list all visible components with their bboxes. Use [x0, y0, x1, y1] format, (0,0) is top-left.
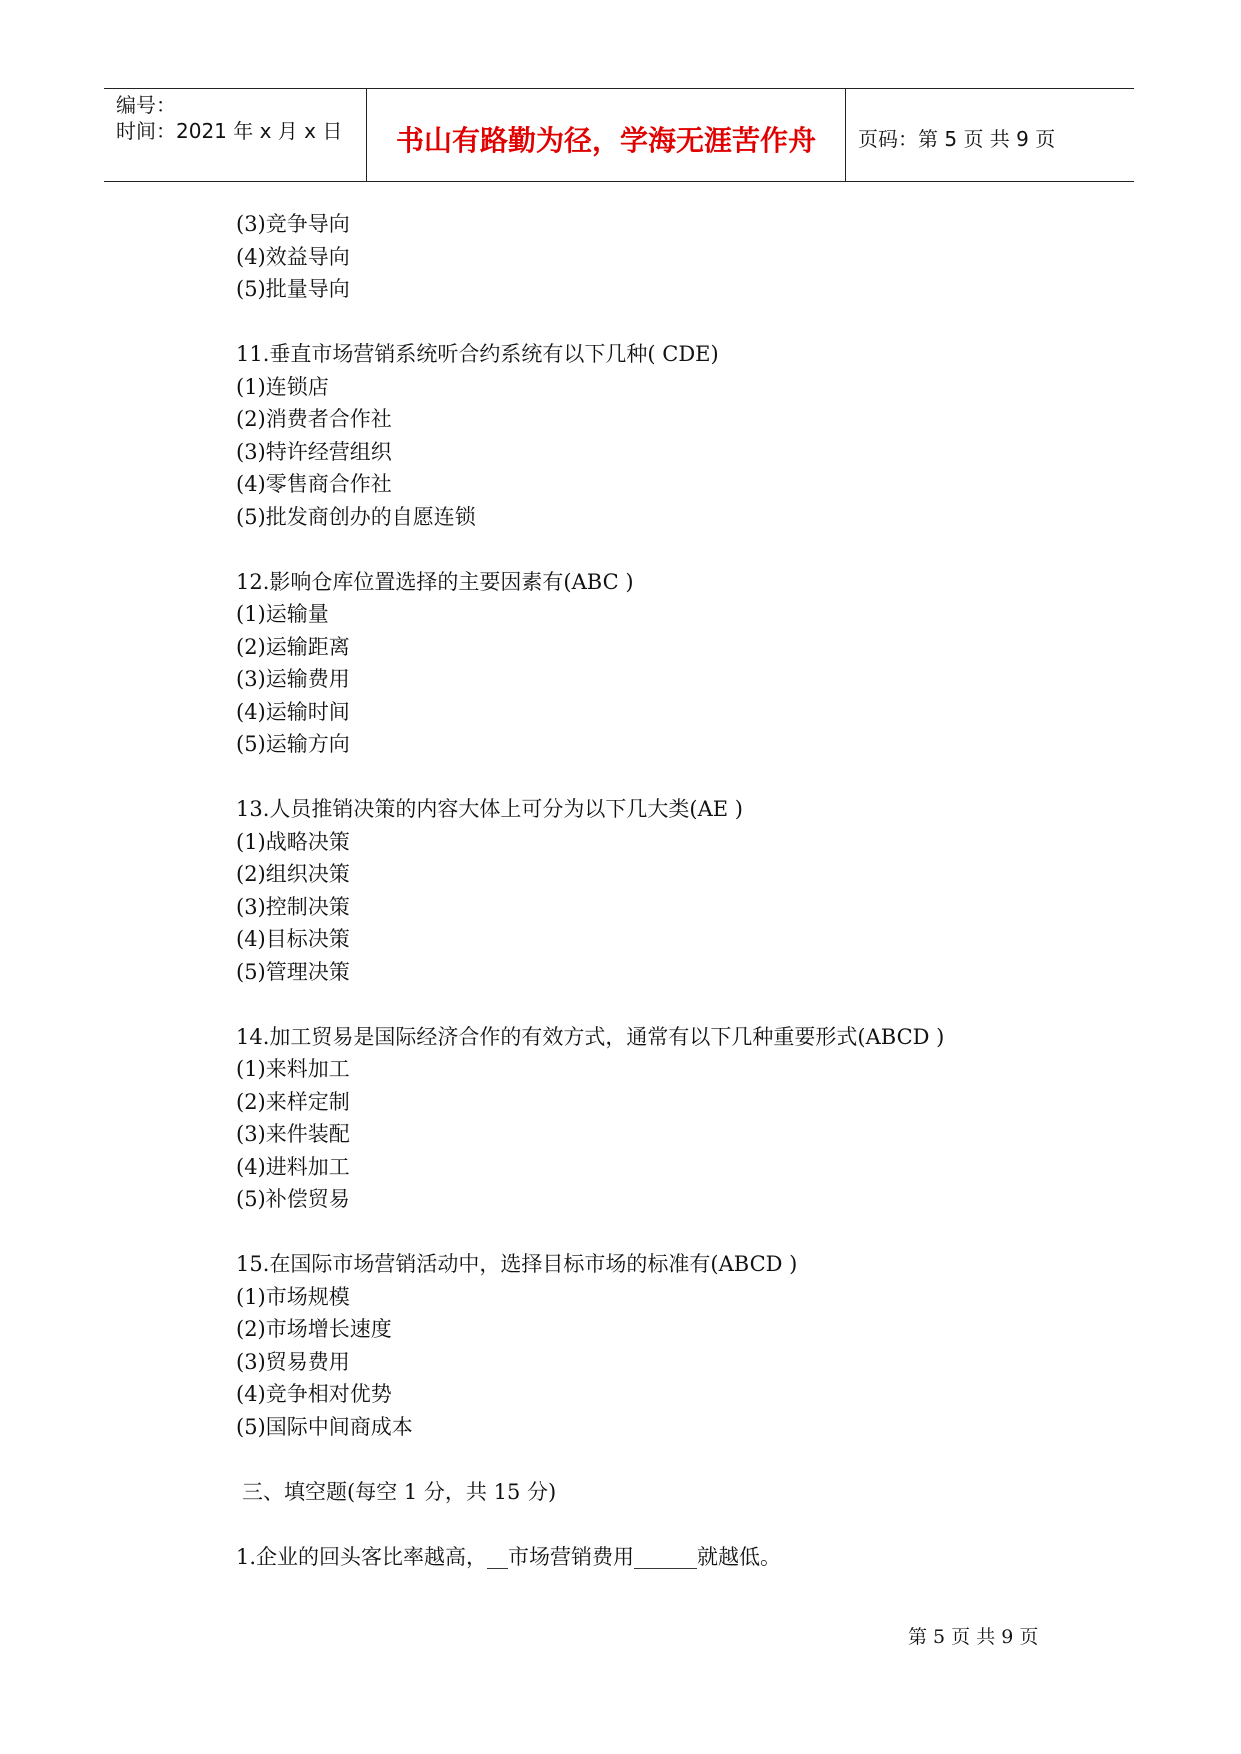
question-stem: 15.在国际市场营销活动中，选择目标市场的标准有(ABCD ) — [236, 1252, 798, 1276]
option-line: (3)来件装配 — [236, 1122, 350, 1146]
option-line: (5)国际中间商成本 — [236, 1414, 413, 1439]
page-footer: 第 5 页 共 9 页 — [908, 1626, 1039, 1648]
option-line: (2)来样定制 — [236, 1089, 350, 1114]
motto-text: 书山有路勤为径，学海无涯苦作舟 — [395, 124, 816, 157]
question-stem: 11.垂直市场营销系统听合约系统有以下几种( CDE) — [236, 342, 719, 366]
header-motto-cell — [367, 89, 846, 181]
option-line: (3)竞争导向 — [236, 212, 350, 236]
option-line: (2)消费者合作社 — [236, 407, 392, 431]
option-line: (4)目标决策 — [236, 927, 350, 951]
fill-blank-question-1: 1.企业的回头客比率越高，__市场营销费用______就越低。 — [236, 1544, 782, 1569]
question-10-options — [236, 208, 1096, 306]
question-stem: 13.人员推销决策的内容大体上可分为以下几大类(AE ) — [236, 797, 743, 821]
question-12 — [236, 566, 1096, 761]
header-page-cell — [846, 89, 1134, 181]
option-line: (1)市场规模 — [236, 1284, 350, 1309]
option-line: (4)零售商合作社 — [236, 472, 392, 496]
option-line: (3)贸易费用 — [236, 1349, 350, 1374]
option-line: (2)组织决策 — [236, 862, 350, 886]
option-line: (3)运输费用 — [236, 667, 350, 691]
section-title: 三、填空题(每空 1 分，共 15 分) — [242, 1479, 557, 1504]
document-number-label: 编号： — [116, 93, 176, 117]
question-11 — [236, 338, 1096, 533]
question-stem: 14.加工贸易是国际经济合作的有效方式，通常有以下几种重要形式(ABCD ) — [236, 1024, 945, 1049]
option-line: (5)管理决策 — [236, 959, 350, 984]
option-line: (4)进料加工 — [236, 1154, 350, 1179]
option-line: (5)批量导向 — [236, 277, 350, 301]
question-14 — [236, 1021, 1096, 1216]
option-line: (5)补偿贸易 — [236, 1187, 350, 1211]
option-line: (1)战略决策 — [236, 829, 350, 854]
option-line: (3)特许经营组织 — [236, 439, 392, 464]
option-line: (1)连锁店 — [236, 374, 329, 399]
option-line: (2)市场增长速度 — [236, 1317, 392, 1341]
option-line: (5)批发商创办的自愿连锁 — [236, 504, 476, 529]
option-line: (1)运输量 — [236, 602, 329, 626]
document-time-label: 时间：2021 年 x 月 x 日 — [116, 119, 343, 143]
option-line: (4)运输时间 — [236, 699, 350, 724]
option-line: (5)运输方向 — [236, 732, 350, 756]
option-line: (1)来料加工 — [236, 1057, 350, 1081]
option-line: (3)控制决策 — [236, 894, 350, 919]
header-page-number: 页码：第 5 页 共 9 页 — [858, 127, 1056, 151]
option-line: (2)运输距离 — [236, 634, 350, 659]
option-line: (4)效益导向 — [236, 244, 350, 269]
page-header — [104, 88, 1134, 182]
document-body — [236, 208, 1096, 1573]
header-info-cell — [104, 89, 367, 181]
option-line: (4)竞争相对优势 — [236, 1382, 392, 1406]
question-13 — [236, 793, 1096, 988]
question-15 — [236, 1248, 1096, 1443]
question-stem: 12.影响仓库位置选择的主要因素有(ABC ) — [236, 569, 634, 594]
